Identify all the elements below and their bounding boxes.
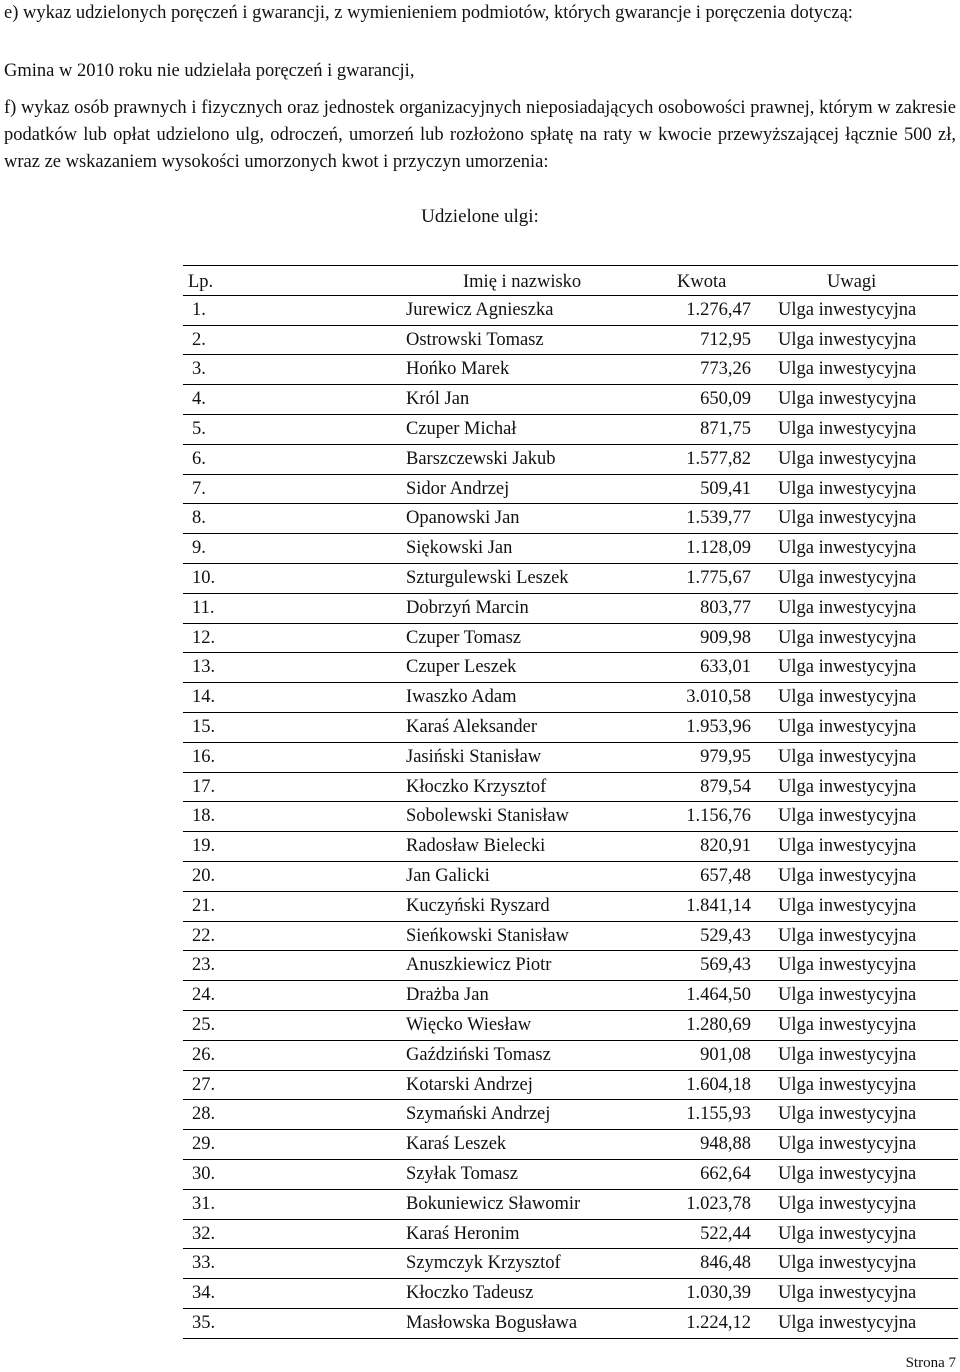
row-divider <box>183 1040 958 1041</box>
row-amount: 979,95 <box>700 747 751 767</box>
row-note: Ulga inwestycyjna <box>778 806 917 826</box>
row-note: Ulga inwestycyjna <box>778 1313 917 1333</box>
row-name: Kłoczko Krzysztof <box>406 777 547 797</box>
row-divider <box>183 1219 958 1220</box>
row-note: Ulga inwestycyjna <box>778 628 917 648</box>
header-amount: Kwota <box>677 272 727 292</box>
row-note: Ulga inwestycyjna <box>778 568 917 588</box>
row-amount: 1.539,77 <box>686 508 751 528</box>
row-divider <box>183 1189 958 1190</box>
row-divider <box>183 861 958 862</box>
row-note: Ulga inwestycyjna <box>778 1045 917 1065</box>
row-lp: 9. <box>192 538 206 558</box>
row-divider <box>183 921 958 922</box>
row-note: Ulga inwestycyjna <box>778 896 917 916</box>
row-divider <box>183 1278 958 1279</box>
row-lp: 4. <box>192 389 206 409</box>
row-divider <box>183 652 958 653</box>
row-amount: 509,41 <box>700 479 751 499</box>
row-note: Ulga inwestycyjna <box>778 359 917 379</box>
row-divider <box>183 831 958 832</box>
row-note: Ulga inwestycyjna <box>778 508 917 528</box>
row-name: Sobolewski Stanisław <box>406 806 569 826</box>
row-amount: 1.577,82 <box>686 449 751 469</box>
row-note: Ulga inwestycyjna <box>778 598 917 618</box>
row-note: Ulga inwestycyjna <box>778 1283 917 1303</box>
row-note: Ulga inwestycyjna <box>778 538 917 558</box>
row-name: Karaś Heronim <box>406 1224 520 1244</box>
row-divider <box>183 1248 958 1249</box>
row-amount: 1.276,47 <box>686 300 751 320</box>
row-divider <box>183 444 958 445</box>
row-lp: 3. <box>192 359 206 379</box>
row-note: Ulga inwestycyjna <box>778 657 917 677</box>
row-divider <box>183 742 958 743</box>
row-amount: 650,09 <box>700 389 751 409</box>
row-lp: 35. <box>192 1313 216 1333</box>
section-f-paragraph: f) wykaz osób prawnych i fizycznych oraz jednostek organizacyjnych nieposiadających osobowości prawnej, którym w zakresie podatków lub opłat udzielono ulg, odroczeń, umorzeń lub rozłożono spłatę na raty w kwocie przewyższającej łącznie 500 zł, wraz ze wskazaniem wysokości umorzonych kwot i przyczyn umorzenia: <box>4 98 956 172</box>
row-amount: 1.604,18 <box>686 1075 751 1095</box>
row-amount: 662,64 <box>700 1164 751 1184</box>
row-divider <box>183 354 958 355</box>
row-name: Iwaszko Adam <box>406 687 517 707</box>
row-amount: 846,48 <box>700 1253 751 1273</box>
row-amount: 871,75 <box>700 419 751 439</box>
row-amount: 803,77 <box>700 598 751 618</box>
row-note: Ulga inwestycyjna <box>778 419 917 439</box>
row-lp: 32. <box>192 1224 216 1244</box>
row-note: Ulga inwestycyjna <box>778 747 917 767</box>
row-amount: 1.464,50 <box>686 985 751 1005</box>
row-name: Jasiński Stanisław <box>406 747 542 767</box>
row-amount: 1.224,12 <box>686 1313 751 1333</box>
row-divider <box>183 384 958 385</box>
row-note: Ulga inwestycyjna <box>778 1194 917 1214</box>
row-lp: 22. <box>192 926 216 946</box>
row-note: Ulga inwestycyjna <box>778 300 917 320</box>
row-note: Ulga inwestycyjna <box>778 449 917 469</box>
row-divider <box>183 891 958 892</box>
row-name: Drażba Jan <box>406 985 489 1005</box>
row-note: Ulga inwestycyjna <box>778 866 917 886</box>
row-divider <box>183 950 958 951</box>
row-name: Dobrzyń Marcin <box>406 598 529 618</box>
row-lp: 24. <box>192 985 216 1005</box>
row-lp: 28. <box>192 1104 216 1124</box>
row-note: Ulga inwestycyjna <box>778 1075 917 1095</box>
row-name: Szymczyk Krzysztof <box>406 1253 561 1273</box>
row-lp: 14. <box>192 687 216 707</box>
row-name: Bokuniewicz Sławomir <box>406 1194 581 1214</box>
row-note: Ulga inwestycyjna <box>778 926 917 946</box>
page-number: Strona 7 <box>905 1355 956 1371</box>
row-lp: 17. <box>192 777 216 797</box>
row-amount: 1.156,76 <box>686 806 751 826</box>
row-lp: 7. <box>192 479 206 499</box>
row-name: Szymański Andrzej <box>406 1104 551 1124</box>
row-lp: 8. <box>192 508 206 528</box>
row-name: Anuszkiewicz Piotr <box>406 955 552 975</box>
header-name: Imię i nazwisko <box>463 272 582 292</box>
row-amount: 1.953,96 <box>686 717 751 737</box>
row-divider <box>183 1010 958 1011</box>
row-divider <box>183 593 958 594</box>
row-name: Karaś Leszek <box>406 1134 507 1154</box>
row-divider <box>183 1099 958 1100</box>
gmina-note: Gmina w 2010 roku nie udzielała poręczeń i gwarancji, <box>4 61 415 81</box>
row-note: Ulga inwestycyjna <box>778 985 917 1005</box>
row-lp: 19. <box>192 836 216 856</box>
row-note: Ulga inwestycyjna <box>778 1104 917 1124</box>
row-divider <box>183 772 958 773</box>
row-divider <box>183 414 958 415</box>
row-divider <box>183 712 958 713</box>
row-divider <box>183 265 958 266</box>
row-amount: 1.023,78 <box>686 1194 751 1214</box>
row-note: Ulga inwestycyjna <box>778 1164 917 1184</box>
row-name: Kuczyński Ryszard <box>406 896 550 916</box>
row-lp: 23. <box>192 955 216 975</box>
row-lp: 15. <box>192 717 216 737</box>
row-amount: 657,48 <box>700 866 751 886</box>
row-name: Masłowska Bogusława <box>406 1313 578 1333</box>
row-divider <box>183 801 958 802</box>
row-name: Sidor Andrzej <box>406 479 510 499</box>
row-lp: 25. <box>192 1015 216 1035</box>
row-note: Ulga inwestycyjna <box>778 1015 917 1035</box>
row-lp: 18. <box>192 806 216 826</box>
header-note: Uwagi <box>827 272 877 292</box>
row-lp: 26. <box>192 1045 216 1065</box>
row-name: Barszczewski Jakub <box>406 449 556 469</box>
row-amount: 1.775,67 <box>686 568 751 588</box>
row-lp: 13. <box>192 657 216 677</box>
row-lp: 6. <box>192 449 206 469</box>
row-lp: 21. <box>192 896 216 916</box>
row-note: Ulga inwestycyjna <box>778 1224 917 1244</box>
row-name: Ostrowski Tomasz <box>406 330 544 350</box>
row-divider <box>183 682 958 683</box>
row-name: Gaździński Tomasz <box>406 1045 551 1065</box>
row-lp: 2. <box>192 330 206 350</box>
row-divider <box>183 980 958 981</box>
row-amount: 1.128,09 <box>686 538 751 558</box>
row-lp: 31. <box>192 1194 216 1214</box>
row-amount: 820,91 <box>700 836 751 856</box>
row-amount: 901,08 <box>700 1045 751 1065</box>
row-divider <box>183 474 958 475</box>
row-amount: 712,95 <box>700 330 751 350</box>
row-note: Ulga inwestycyjna <box>778 1134 917 1154</box>
row-name: Szyłak Tomasz <box>406 1164 518 1184</box>
row-divider <box>183 533 958 534</box>
row-lp: 1. <box>192 300 206 320</box>
row-amount: 879,54 <box>700 777 751 797</box>
row-amount: 773,26 <box>700 359 751 379</box>
row-name: Czuper Tomasz <box>406 628 521 648</box>
row-divider <box>183 325 958 326</box>
row-note: Ulga inwestycyjna <box>778 389 917 409</box>
row-note: Ulga inwestycyjna <box>778 836 917 856</box>
row-name: Kotarski Andrzej <box>406 1075 533 1095</box>
row-note: Ulga inwestycyjna <box>778 1253 917 1273</box>
row-amount: 1.841,14 <box>686 896 751 916</box>
row-lp: 30. <box>192 1164 216 1184</box>
row-name: Karaś Aleksander <box>406 717 537 737</box>
row-divider <box>183 1159 958 1160</box>
row-name: Kłoczko Tadeusz <box>406 1283 534 1303</box>
row-name: Radosław Bielecki <box>406 836 546 856</box>
row-divider <box>183 563 958 564</box>
row-note: Ulga inwestycyjna <box>778 479 917 499</box>
row-lp: 20. <box>192 866 216 886</box>
row-divider <box>183 503 958 504</box>
row-name: Król Jan <box>406 389 470 409</box>
row-name: Czuper Michał <box>406 419 517 439</box>
row-amount: 909,98 <box>700 628 751 648</box>
row-name: Czuper Leszek <box>406 657 517 677</box>
row-lp: 11. <box>192 598 215 618</box>
row-lp: 33. <box>192 1253 216 1273</box>
header-lp: Lp. <box>188 272 214 292</box>
row-name: Opanowski Jan <box>406 508 520 528</box>
row-name: Jan Galicki <box>406 866 490 886</box>
row-lp: 12. <box>192 628 216 648</box>
table-title: Udzielone ulgi: <box>421 206 539 227</box>
row-divider <box>183 1070 958 1071</box>
row-lp: 10. <box>192 568 216 588</box>
row-note: Ulga inwestycyjna <box>778 955 917 975</box>
row-amount: 1.155,93 <box>686 1104 751 1124</box>
row-amount: 529,43 <box>700 926 751 946</box>
row-divider <box>183 623 958 624</box>
row-amount: 633,01 <box>700 657 751 677</box>
row-lp: 29. <box>192 1134 216 1154</box>
row-divider <box>183 1129 958 1130</box>
row-lp: 27. <box>192 1075 216 1095</box>
row-name: Szturgulewski Leszek <box>406 568 569 588</box>
row-name: Jurewicz Agnieszka <box>406 300 554 320</box>
row-amount: 1.280,69 <box>686 1015 751 1035</box>
row-note: Ulga inwestycyjna <box>778 777 917 797</box>
row-lp: 34. <box>192 1283 216 1303</box>
row-amount: 3.010,58 <box>686 687 751 707</box>
row-lp: 16. <box>192 747 216 767</box>
row-name: Hońko Marek <box>406 359 510 379</box>
row-note: Ulga inwestycyjna <box>778 330 917 350</box>
row-divider <box>183 1338 958 1339</box>
row-amount: 1.030,39 <box>686 1283 751 1303</box>
row-amount: 569,43 <box>700 955 751 975</box>
row-amount: 948,88 <box>700 1134 751 1154</box>
row-amount: 522,44 <box>700 1224 751 1244</box>
row-divider <box>183 1308 958 1309</box>
row-name: Siękowski Jan <box>406 538 513 558</box>
row-divider <box>183 295 958 296</box>
row-note: Ulga inwestycyjna <box>778 717 917 737</box>
section-e-paragraph: e) wykaz udzielonych poręczeń i gwarancji, z wymienieniem podmiotów, których gwarancje i poręczenia dotyczą: <box>4 3 853 23</box>
row-lp: 5. <box>192 419 206 439</box>
row-name: Więcko Wiesław <box>406 1015 532 1035</box>
row-name: Sieńkowski Stanisław <box>406 926 569 946</box>
row-note: Ulga inwestycyjna <box>778 687 917 707</box>
